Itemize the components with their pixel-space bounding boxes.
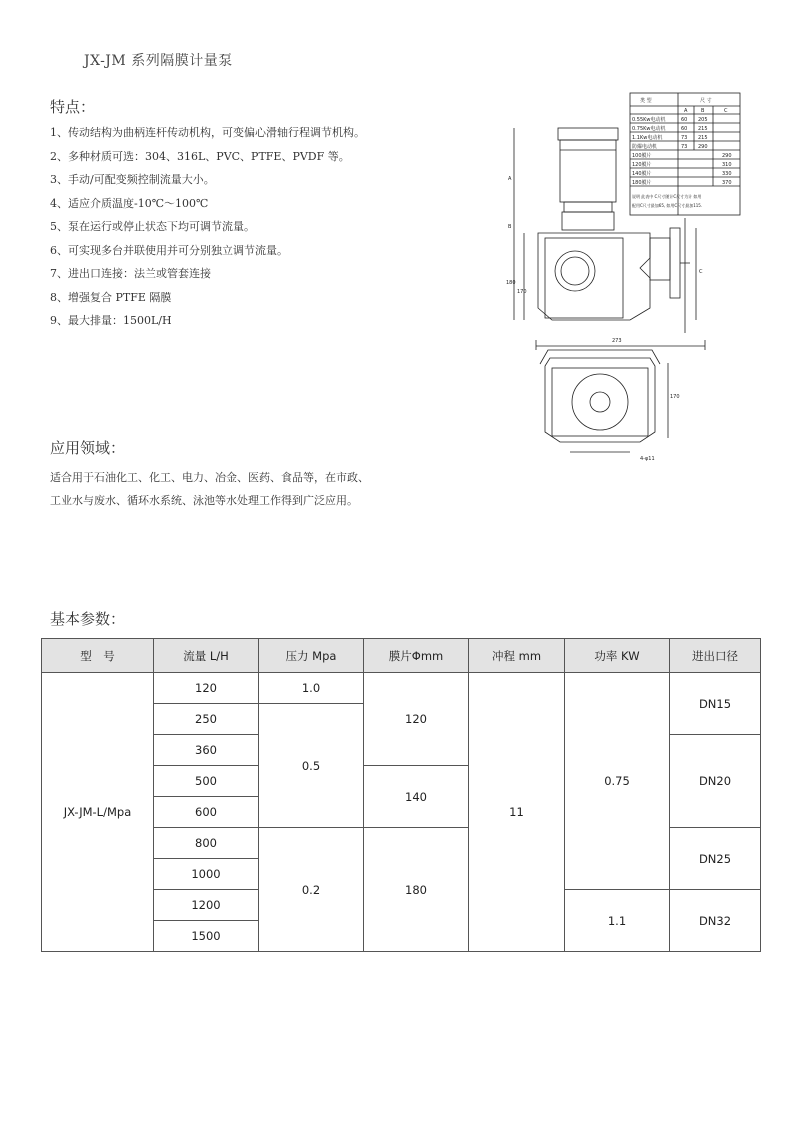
col-pressure: 压力 Mpa: [259, 639, 364, 673]
col-power: 功率 KW: [565, 639, 670, 673]
feature-item: 9、最大排量：1500L/H: [50, 314, 172, 327]
feature-item: 2、多种材质可选：304、316L、PVC、PTFE、PVDF 等。: [50, 149, 350, 163]
application-text: [50, 466, 470, 512]
dim-row-a: 60: [681, 117, 688, 123]
application-line: 适合用于石油化工、化工、电力、冶金、医药、食品等，在市政、: [50, 471, 369, 484]
cell-flow: 600: [154, 797, 259, 828]
col-flow: 流量 L/H: [154, 639, 259, 673]
feature-item: 8、增强复合 PTFE 隔膜: [50, 290, 172, 304]
feature-item: 6、可实现多台并联使用并可分别独立调节流量。: [50, 243, 288, 257]
dim-row-c: 290: [722, 153, 732, 159]
col-model: 型 号: [42, 639, 154, 673]
dim-row-a: 73: [681, 144, 688, 150]
col-diaphragm: 膜片Φmm: [364, 639, 469, 673]
dim-row-label: 0.75Kw电动机: [632, 126, 666, 132]
features-list: [50, 126, 365, 338]
cell-port: DN20: [670, 735, 761, 828]
feature-item: 3、手动/可配变频控制流量大小。: [50, 173, 215, 186]
cell-flow: 1000: [154, 859, 259, 890]
dim-col-a: A: [684, 108, 688, 114]
cell-flow: 500: [154, 766, 259, 797]
cell-port: DN32: [670, 890, 761, 952]
application-heading: 应用领域：: [50, 439, 126, 457]
cell-flow: 1500: [154, 921, 259, 952]
dim-row-c: 370: [722, 180, 732, 186]
cell-diaphragm: 140: [364, 766, 469, 828]
dim-row-label: 100膜片: [632, 153, 652, 159]
params-table: [41, 638, 761, 952]
cell-power: 1.1: [565, 890, 670, 952]
cell-pressure: 1.0: [259, 673, 364, 704]
dim-label: 170: [670, 394, 680, 400]
dim-label: 4-φ11: [640, 456, 655, 462]
dim-table-header-right: 尺 寸: [700, 98, 712, 104]
features-heading: 特点：: [50, 98, 96, 116]
page-title: JX-JM 系列隔膜计量泵: [84, 53, 233, 69]
cell-flow: 1200: [154, 890, 259, 921]
dim-row-b: 215: [698, 135, 708, 141]
cell-flow: 800: [154, 828, 259, 859]
dim-row-label: 1.1Kw电动机: [632, 135, 663, 141]
dim-label: 180: [506, 280, 516, 286]
dim-row-label: 防爆电动机: [632, 144, 658, 150]
dim-label: B: [508, 224, 512, 230]
dim-row-label: 180膜片: [632, 180, 652, 186]
application-line: 工业水与废水、循环水系统、泳池等水处理工作得到广泛应用。: [50, 494, 358, 507]
dim-col-b: B: [701, 108, 705, 114]
cell-pressure: 0.5: [259, 704, 364, 828]
dim-row-a: 60: [681, 126, 688, 132]
dim-row-label: 140膜片: [632, 171, 652, 177]
dim-row-a: 73: [681, 135, 688, 141]
cell-port: DN15: [670, 673, 761, 735]
pump-technical-drawing: [500, 88, 750, 463]
cell-model: JX-JM-L/Mpa: [42, 673, 154, 952]
dim-label: 170: [517, 289, 527, 295]
cell-stroke: 11: [469, 673, 565, 952]
dim-label: 273: [612, 338, 622, 344]
table-header-row: [42, 639, 761, 673]
col-port: 进出口径: [670, 639, 761, 673]
cell-diaphragm: 180: [364, 828, 469, 952]
cell-pressure: 0.2: [259, 828, 364, 952]
cell-port: DN25: [670, 828, 761, 890]
table-row: [42, 673, 761, 704]
dim-row-label: 120膜片: [632, 162, 652, 168]
dim-col-c: C: [724, 108, 728, 114]
feature-item: 1、传动结构为曲柄连杆传动机构，可变偏心滑轴行程调节机构。: [50, 126, 365, 139]
dim-row-b: 215: [698, 126, 708, 132]
dim-row-c: 310: [722, 162, 732, 168]
feature-item: 4、适应介质温度-10℃～100℃: [50, 196, 209, 210]
dim-label: C: [699, 269, 703, 275]
dim-row-b: 205: [698, 117, 708, 123]
dim-note: 说明 此表中 C尺寸随计C尺寸为计 如用: [632, 194, 702, 199]
col-stroke: 冲程 mm: [469, 639, 565, 673]
dim-row-c: 330: [722, 171, 732, 177]
dim-row-label: 0.55Kw电动机: [632, 117, 666, 123]
feature-item: 5、泵在运行或停止状态下均可调节流量。: [50, 220, 255, 233]
dim-table-header-left: 类 型: [640, 98, 652, 104]
cell-flow: 360: [154, 735, 259, 766]
dim-row-b: 290: [698, 144, 708, 150]
feature-item: 7、进出口连接：法兰或管套连接: [50, 267, 211, 280]
cell-power: 0.75: [565, 673, 670, 890]
params-heading: 基本参数：: [50, 610, 126, 628]
cell-flow: 120: [154, 673, 259, 704]
cell-flow: 250: [154, 704, 259, 735]
dim-note: 配用C尺寸最加65, 如用C尺寸最加115.: [632, 203, 703, 208]
cell-diaphragm: 120: [364, 673, 469, 766]
dim-label: A: [508, 176, 512, 182]
